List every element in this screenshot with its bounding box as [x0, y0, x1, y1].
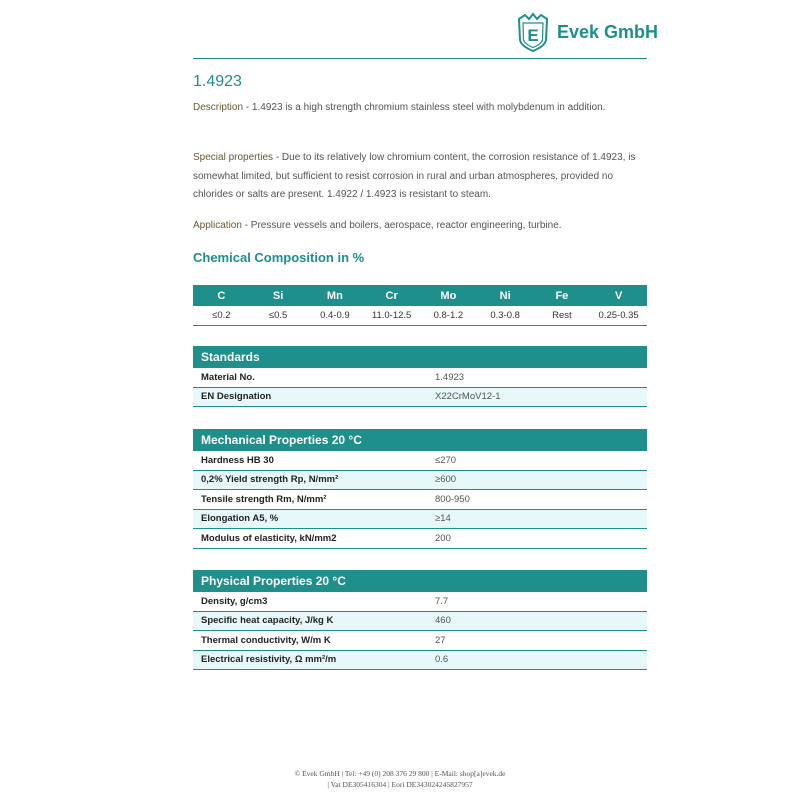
- mechanical-properties-title: Mechanical Properties 20 °C: [193, 429, 647, 451]
- physical-properties-title: Physical Properties 20 °C: [193, 570, 647, 592]
- property-value: 1.4923: [427, 368, 647, 387]
- element-header: Cr: [363, 285, 420, 306]
- application-label: Application: [193, 220, 242, 231]
- element-value: ≤0.5: [250, 306, 307, 326]
- element-value: 0.4-0.9: [307, 306, 364, 326]
- composition-title: Chemical Composition in %: [193, 250, 365, 265]
- footer-contact-line: © Evek GmbH | Tel: +49 (0) 208 376 29 800 | E-Mail: shop[a]evek.de: [294, 769, 506, 778]
- property-name: Tensile strength Rm, N/mm²: [193, 490, 427, 510]
- property-value: 800-950: [427, 490, 647, 510]
- element-header: Mo: [420, 285, 477, 306]
- table-row: [193, 529, 647, 549]
- element-header: Fe: [534, 285, 591, 306]
- header-divider: [193, 58, 647, 59]
- property-value: ≥14: [427, 509, 647, 529]
- property-value: 460: [427, 611, 647, 631]
- table-row: [193, 451, 647, 470]
- element-header: C: [193, 285, 250, 306]
- property-value: 0.6: [427, 650, 647, 670]
- element-value: Rest: [534, 306, 591, 326]
- property-value: ≥600: [427, 470, 647, 490]
- property-value: 7.7: [427, 592, 647, 611]
- element-header: Ni: [477, 285, 534, 306]
- application-text: - Pressure vessels and boilers, aerospace, reactor engineering, turbine.: [241, 220, 562, 231]
- property-value: 200: [427, 529, 647, 549]
- page-footer: [0, 768, 800, 790]
- special-properties-label: Special properties: [193, 152, 274, 163]
- property-name: Electrical resistivity, Ω mm²/m: [193, 650, 427, 670]
- special-properties-text: - Due to its relatively low chromium content, the corrosion resistance of 1.4923, is somewhat limited, but sufficient to resist corrosion in rural and urban atmospheres, provided no chlorides or salts are present. 1.4922 / 1.4923 is resistant to steam.: [193, 152, 636, 200]
- document-title: 1.4923: [193, 73, 242, 90]
- composition-table: [193, 285, 647, 326]
- property-name: Modulus of elasticity, kN/mm2: [193, 529, 427, 549]
- property-name: Hardness HB 30: [193, 451, 427, 470]
- property-value: 27: [427, 631, 647, 651]
- standards-table: [193, 346, 647, 407]
- element-value: 0.3-0.8: [477, 306, 534, 326]
- property-name: Thermal conductivity, W/m K: [193, 631, 427, 651]
- table-row: [193, 368, 647, 387]
- brand-logo: [515, 12, 658, 52]
- application-paragraph: [193, 217, 643, 236]
- table-row: [193, 387, 647, 407]
- description-paragraph: [193, 99, 643, 118]
- logo-letter: E: [527, 26, 539, 45]
- element-header: V: [590, 285, 647, 306]
- property-value: ≤270: [427, 451, 647, 470]
- element-header: Mn: [307, 285, 364, 306]
- composition-value-row: [193, 306, 647, 326]
- element-value: 0.8-1.2: [420, 306, 477, 326]
- table-row: [193, 509, 647, 529]
- property-name: Density, g/cm3: [193, 592, 427, 611]
- description-text: - 1.4923 is a high strength chromium stainless steel with molybdenum in addition.: [243, 102, 606, 113]
- property-value: X22CrMoV12-1: [427, 387, 647, 407]
- property-name: Elongation A5, %: [193, 509, 427, 529]
- property-name: 0,2% Yield strength Rp, N/mm²: [193, 470, 427, 490]
- crest-shield-logo: [515, 12, 551, 52]
- table-row: [193, 592, 647, 611]
- table-row: [193, 611, 647, 631]
- standards-title: Standards: [193, 346, 647, 368]
- mechanical-properties-table: [193, 429, 647, 549]
- table-row: [193, 490, 647, 510]
- brand-name: Evek GmbH: [557, 21, 659, 42]
- table-row: [193, 631, 647, 651]
- table-row: [193, 470, 647, 490]
- element-value: ≤0.2: [193, 306, 250, 326]
- special-properties-paragraph: [193, 149, 643, 205]
- property-name: EN Designation: [193, 387, 427, 407]
- footer-registration-line: | Vat DE305416304 | Eori DE343024245827957: [327, 780, 473, 789]
- element-value: 11.0-12.5: [363, 306, 420, 326]
- table-row: [193, 650, 647, 670]
- property-name: Material No.: [193, 368, 427, 387]
- description-label: Description: [193, 102, 244, 113]
- composition-header-row: [193, 285, 647, 306]
- physical-properties-table: [193, 570, 647, 670]
- element-header: Si: [250, 285, 307, 306]
- property-name: Specific heat capacity, J/kg K: [193, 611, 427, 631]
- element-value: 0.25-0.35: [590, 306, 647, 326]
